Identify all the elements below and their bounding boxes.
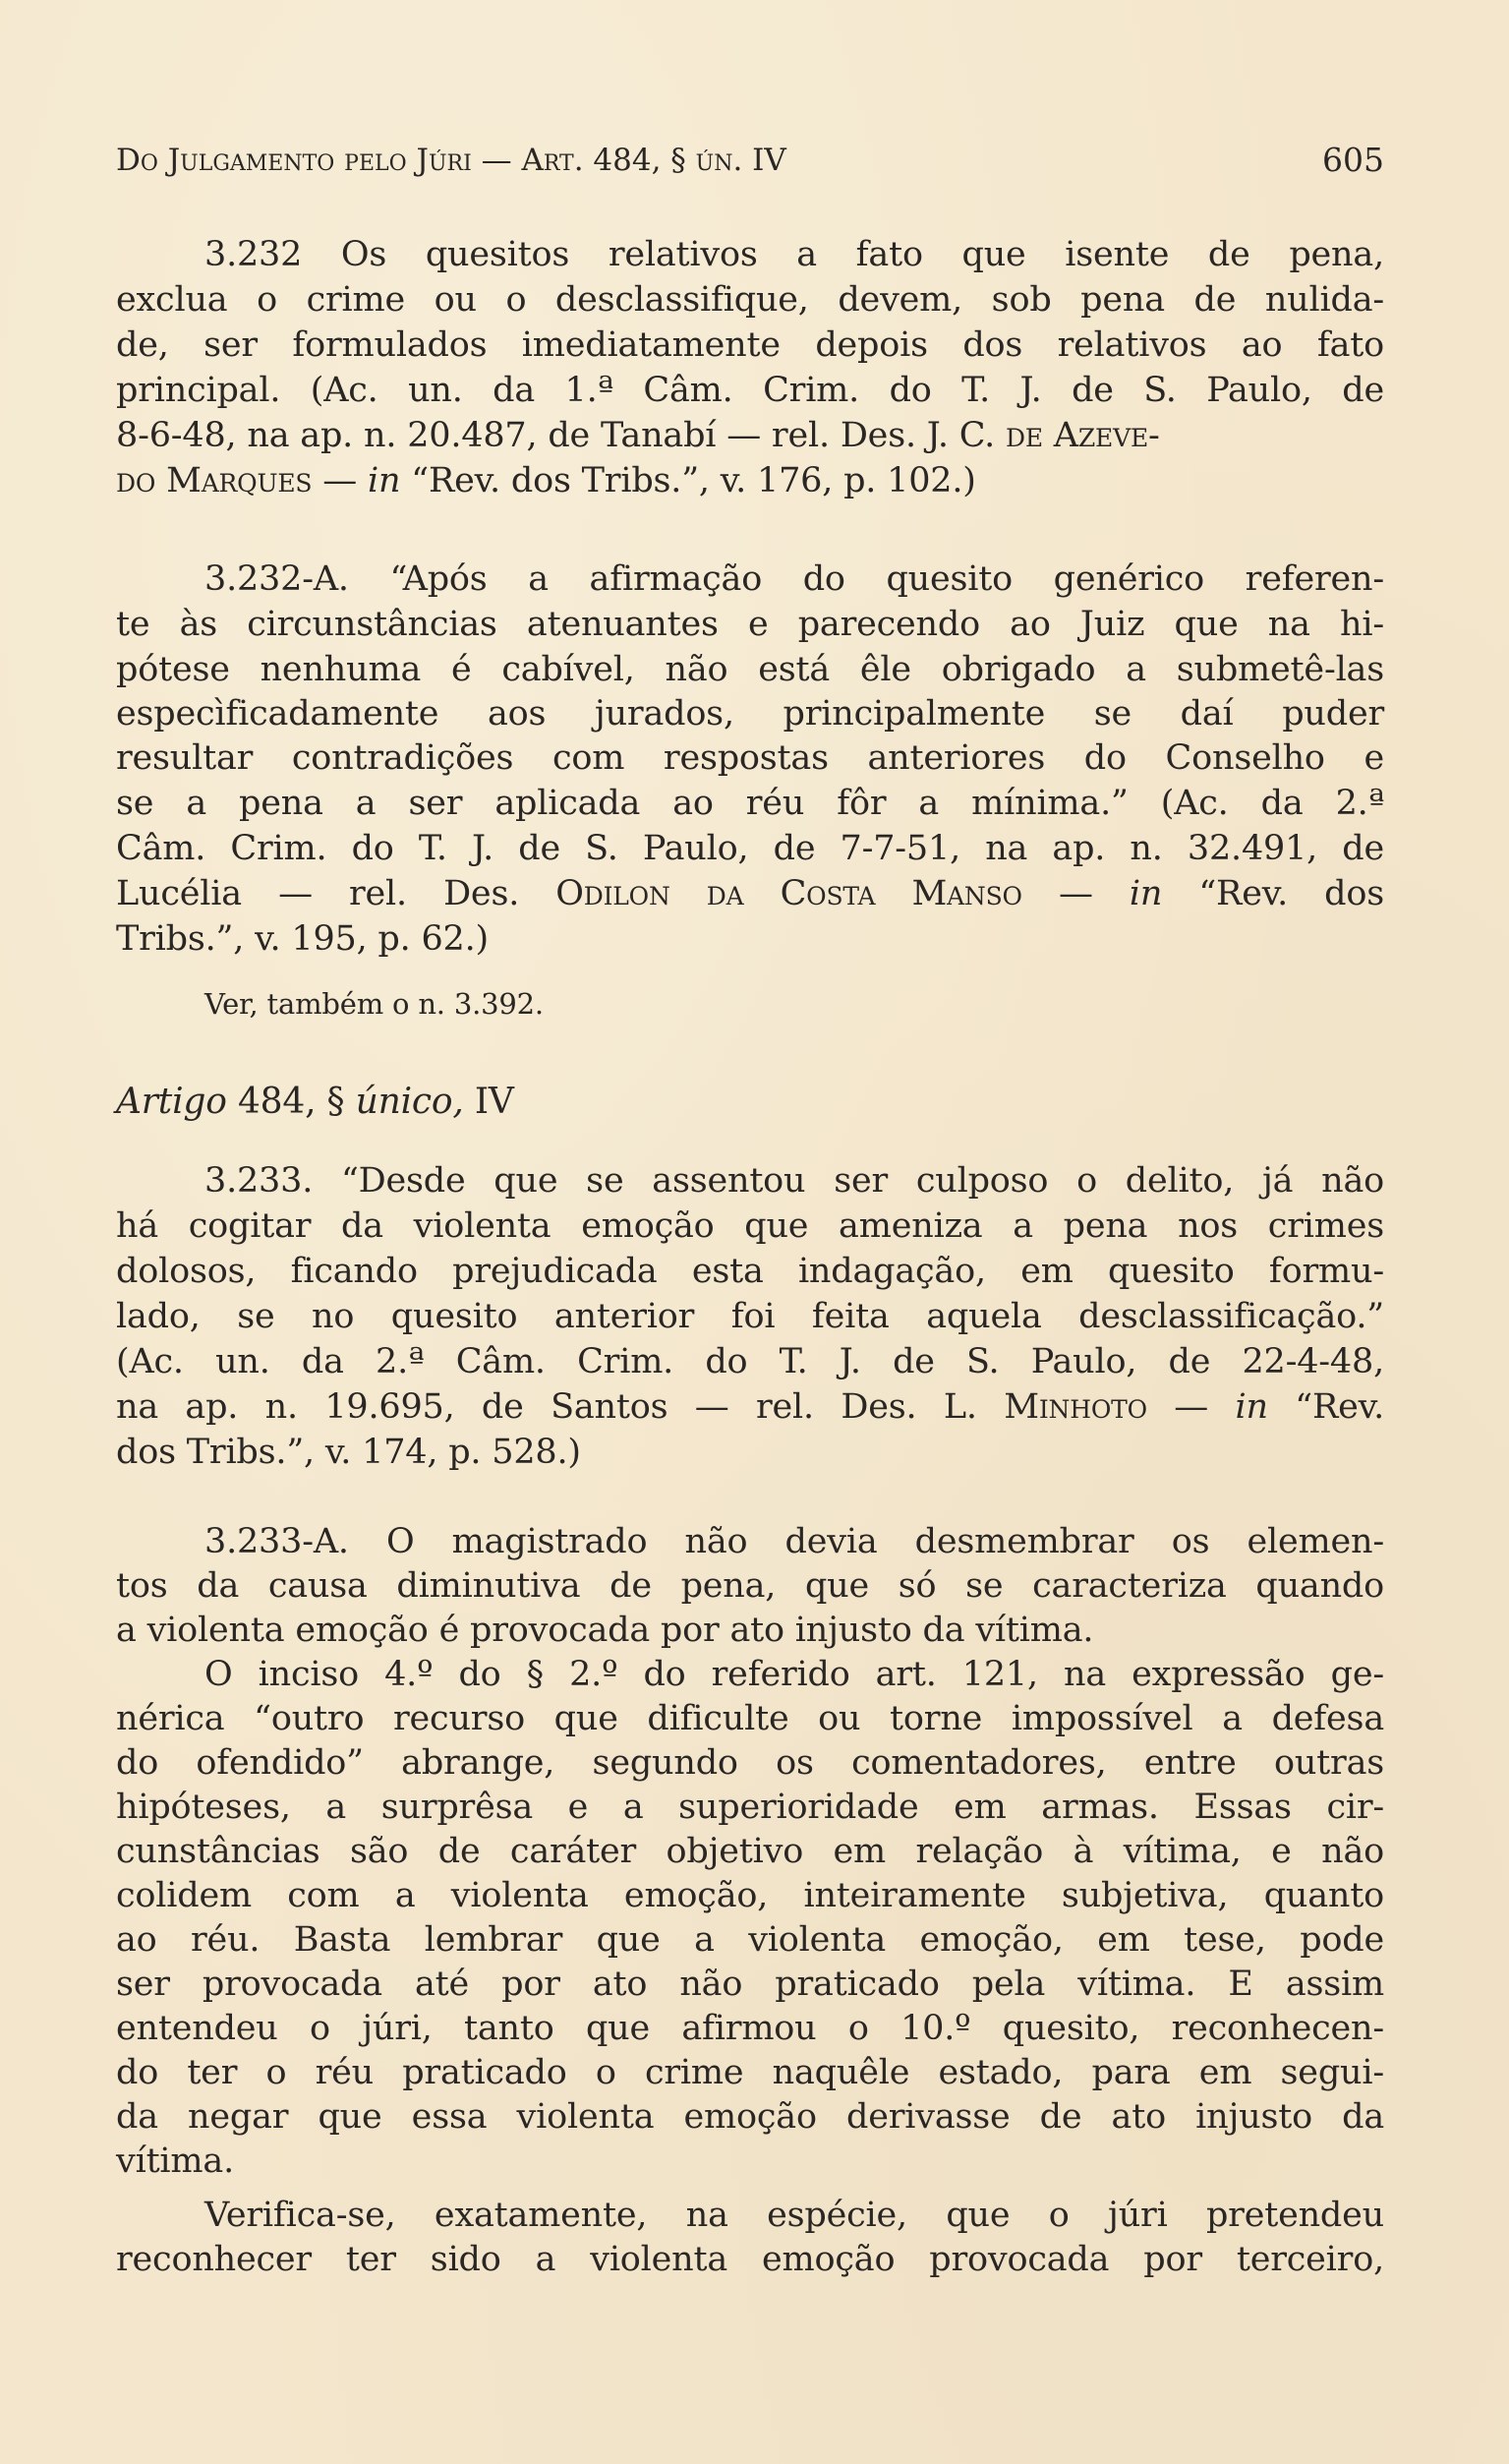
text-line: dolosos, ficando prejudicada esta indagação, em quesito formu-: [116, 1252, 1384, 1291]
text-line: [116, 1384, 1384, 1430]
text-line: lado, se no quesito anterior foi feita aquela desclassificação.”: [116, 1297, 1384, 1336]
author-name: Odilon da Costa Manso: [555, 874, 1022, 913]
text-line: 3.232 Os quesitos relativos a fato que isente de pena,: [204, 235, 1384, 274]
heading-part: Artigo: [116, 1082, 227, 1122]
author-name: do Marques: [116, 461, 313, 500]
text-line: dos Tribs.”, v. 174, p. 528.): [116, 1433, 581, 1472]
text-line: tos da causa diminutiva de pena, que só se caracteriza quando: [116, 1566, 1384, 1606]
text-span: “Rev.: [1267, 1387, 1384, 1427]
text-line: ao réu. Basta lembrar que a violenta emoção, em tese, pode: [116, 1920, 1384, 1960]
heading-part: 484, §: [226, 1082, 356, 1122]
text-line: Câm. Crim. do T. J. de S. Paulo, de 7-7-51, na ap. n. 32.491, de: [116, 829, 1384, 868]
text-line: pótese nenhuma é cabível, não está êle obrigado a submetê-las: [116, 650, 1384, 689]
text-span: in: [1129, 874, 1163, 913]
text-line: te às circunstâncias atenuantes e parecendo ao Juiz que na hi-: [116, 605, 1384, 644]
text-line: resultar contradições com respostas anteriores do Conselho e: [116, 738, 1384, 778]
text-line: Tribs.”, v. 195, p. 62.): [116, 919, 490, 959]
text-line: [116, 458, 1384, 503]
text-line: principal. (Ac. un. da 1.ª Câm. Crim. do T. J. de S. Paulo, de: [116, 371, 1384, 410]
text-line: 3.233-A. O magistrado não devia desmembrar os elemen-: [204, 1522, 1384, 1561]
text-line: [116, 413, 1384, 458]
text-line: colidem com a violenta emoção, inteiramente subjetiva, quanto: [116, 1876, 1384, 1915]
author-name: Minhoto: [1004, 1387, 1147, 1427]
text-line: hipóteses, a surprêsa e a superioridade em armas. Essas cir-: [116, 1788, 1384, 1827]
text-line: [116, 871, 1384, 916]
text-line: especìficadamente aos jurados, principalmente se daí puder: [116, 694, 1384, 733]
text-line: se a pena a ser aplicada ao réu fôr a mínima.” (Ac. da 2.ª: [116, 784, 1384, 823]
text-line: 3.233. “Desde que se assentou ser culposo o delito, já não: [204, 1161, 1384, 1201]
text-line: ser provocada até por ato não praticado pela vítima. E assim: [116, 1965, 1384, 2004]
text-line: de, ser formulados imediatamente depois dos relativos ao fato: [116, 325, 1384, 365]
text-line: Verifica-se, exatamente, na espécie, que o júri pretendeu: [204, 2196, 1384, 2235]
text-span: —: [312, 461, 368, 500]
text-span: 8-6-48, na ap. n. 20.487, de Tanabí — rel. Des. J. C.: [116, 416, 1006, 455]
heading-part: único,: [355, 1082, 464, 1122]
text-line: 3.232-A. “Após a afirmação do quesito genérico referen-: [204, 559, 1384, 599]
author-name: de Azeve-: [1005, 416, 1160, 455]
text-span: na ap. n. 19.695, de Santos — rel. Des. L.: [116, 1387, 1005, 1427]
text-span: Lucélia — rel. Des.: [116, 874, 556, 913]
text-line: do ter o réu praticado o crime naquêle estado, para em segui-: [116, 2053, 1384, 2092]
running-header: [116, 138, 1384, 183]
text-span: “Rev. dos: [1162, 874, 1385, 913]
cross-reference: Ver, também o n. 3.392.: [204, 987, 544, 1021]
running-title: Do Julgamento pelo Júri — Art. 484, § ún. IV: [116, 143, 786, 178]
page-number: 605: [1322, 141, 1384, 179]
text-line: há cogitar da violenta emoção que ameniza a pena nos crimes: [116, 1206, 1384, 1246]
text-line: da negar que essa violenta emoção derivasse de ato injusto da: [116, 2097, 1384, 2137]
text-line: do ofendido” abrange, segundo os comentadores, entre outras: [116, 1743, 1384, 1783]
text-span: “Rev. dos Tribs.”, v. 176, p. 102.): [400, 461, 976, 500]
text-line: (Ac. un. da 2.ª Câm. Crim. do T. J. de S. Paulo, de 22-4-48,: [116, 1342, 1384, 1381]
heading-part: IV: [463, 1082, 514, 1122]
text-span: —: [1021, 874, 1130, 913]
text-line: O inciso 4.º do § 2.º do referido art. 121, na expressão ge-: [204, 1655, 1384, 1694]
text-span: —: [1146, 1387, 1236, 1427]
text-line: nérica “outro recurso que dificulte ou torne impossível a defesa: [116, 1699, 1384, 1738]
text-span: in: [1235, 1387, 1268, 1427]
text-line: a violenta emoção é provocada por ato injusto da vítima.: [116, 1611, 1094, 1650]
text-line: vítima.: [116, 2141, 235, 2181]
text-line: exclua o crime ou o desclassifique, devem, sob pena de nulida-: [116, 280, 1384, 320]
text-line: entendeu o júri, tanto que afirmou o 10.º quesito, reconhecen-: [116, 2009, 1384, 2048]
text-line: reconhecer ter sido a violenta emoção provocada por terceiro,: [116, 2240, 1384, 2279]
text-line: cunstâncias são de caráter objetivo em relação à vítima, e não: [116, 1832, 1384, 1871]
section-heading: [116, 1080, 1384, 1125]
text-span: in: [367, 461, 401, 500]
